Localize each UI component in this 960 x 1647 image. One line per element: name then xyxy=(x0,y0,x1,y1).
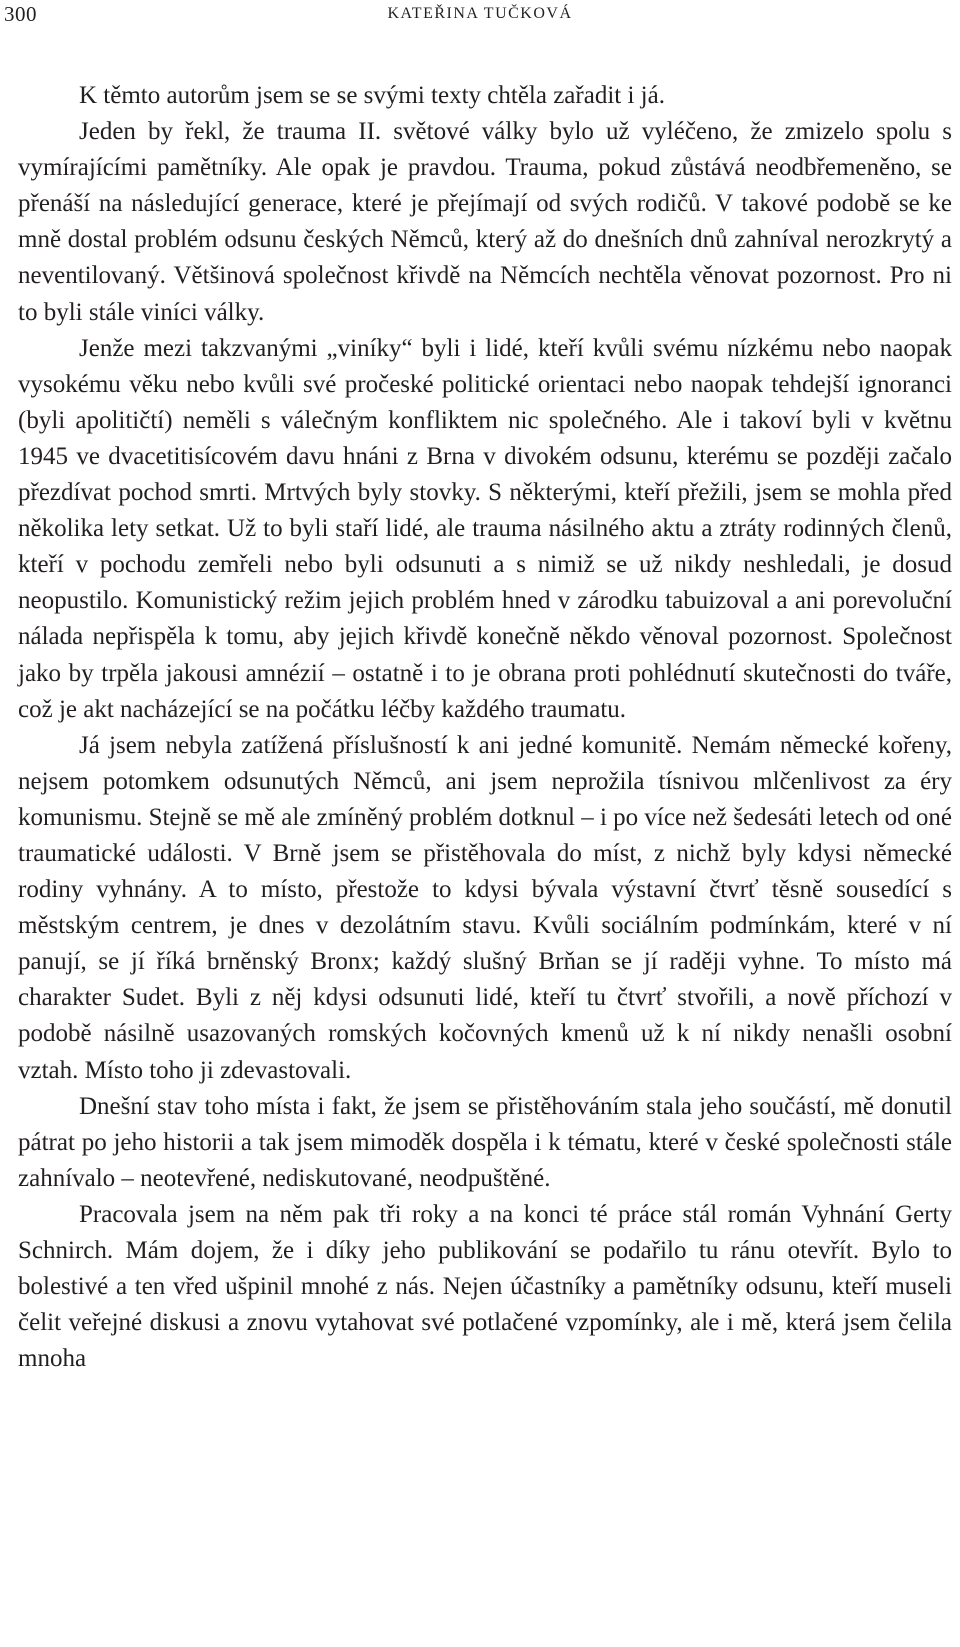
page-number: 300 xyxy=(4,2,37,26)
paragraph: Jeden by řekl, že trauma II. světové války bylo už vyléčeno, že zmizelo spolu s vymírajícími pamětníky. Ale opak je pravdou. Trauma, pokud zůstává neodbřemeněno, se přenáší na následující generace, které je přejímají od svých rodičů. V takové podobě se ke mně dostal problém odsunu českých Němců, který až do dnešních dnů zahníval nerozkrytý a neventilovaný. Většinová společnost křivdě na Němcích nechtěla věnovat pozornost. Pro ni to byli stále viníci války. xyxy=(18,118,952,326)
paragraph: K těmto autorům jsem se se svými texty chtěla zařadit i já. xyxy=(79,82,665,109)
body-text xyxy=(18,78,952,1377)
paragraph: Pracovala jsem na něm pak tři roky a na konci té práce stál román Vyhnání Gerty Schnirch. Mám dojem, že i díky jeho publikování se podařilo tu ránu otevřít. Bylo to bolestivé a ten vřed ušpinil mnohé z nás. Nejen účastníky a pamětníky odsunu, kteří museli čelit veřejné diskusi a znovu vytahovat své potlačené vzpomínky, ale i mě, která jsem čelila mnoha xyxy=(18,1200,952,1373)
paragraph: Já jsem nebyla zatížená příslušností k ani jedné komunitě. Nemám německé kořeny, nejsem potomkem odsunutých Němců, ani jsem neprožila tísnivou mlčenlivost za éry komunismu. Stejně se mě ale zmíněný problém dotknul – i po více než šedesáti letech od oné traumatické události. V Brně jsem se přistěhovala do míst, z nichž byly kdysi německé rodiny vyhnány. A to místo, přestože to kdysi bývala výstavní čtvrť těsně sousedící s městským centrem, je dnes v dezolátním stavu. Kvůli sociálním podmínkám, které v ní panují, se jí říká brněnský Bronx; každý slušný Brňan se jí raději vyhne. To místo má charakter Sudet. Byli z něj kdysi odsunuti lidé, kteří tu čtvrť stvořili, a nově příchozí v podobě násilně usazovaných romských kočovných kmenů už k ní nikdy nenašli osobní vztah. Místo toho ji zdevastovali. xyxy=(18,731,952,1084)
running-title: KATEŘINA TUČKOVÁ xyxy=(387,5,573,22)
paragraph: Dnešní stav toho místa i fakt, že jsem se přistěhováním stala jeho součástí, mě donutil pátrat po jeho historii a tak jsem mimoděk dospěla i k tématu, které v české společnosti stále zahnívalo – neotevřené, nediskutované, neodpuštěné. xyxy=(18,1092,952,1192)
paragraph: Jenže mezi takzvanými „viníky“ byli i lidé, kteří kvůli svému nízkému nebo naopak vysokému věku nebo kvůli své pročeské politické orientaci nebo naopak tehdejší ignoranci (byli apolitičtí) neměli s válečným konfliktem nic společného. Ale i takoví byli v květnu 1945 ve dvacetitisícovém davu hnáni z Brna v divokém odsunu, kterému se později začalo přezdívat pochod smrti. Mrtvých byly stovky. S některými, kteří přežili, jsem se mohla před několika lety setkat. Už to byli staří lidé, ale trauma násilného aktu a ztráty rodinných členů, kteří v pochodu zemřeli nebo byli odsunuti a s nimiž se už nikdy neshledali, je dosud neopustilo. Komunistický režim jejich problém hned v zárodku tabuizoval a ani porevoluční nálada nepřispěla k tomu, aby jejich křivdě konečně někdo věnoval pozornost. Společnost jako by trpěla jakousi amnézií – ostatně i to je obrana proti pohlédnutí skutečnosti do tváře, což je akt nacházející se na počátku léčby každého traumatu. xyxy=(18,334,952,723)
running-header xyxy=(0,0,960,30)
